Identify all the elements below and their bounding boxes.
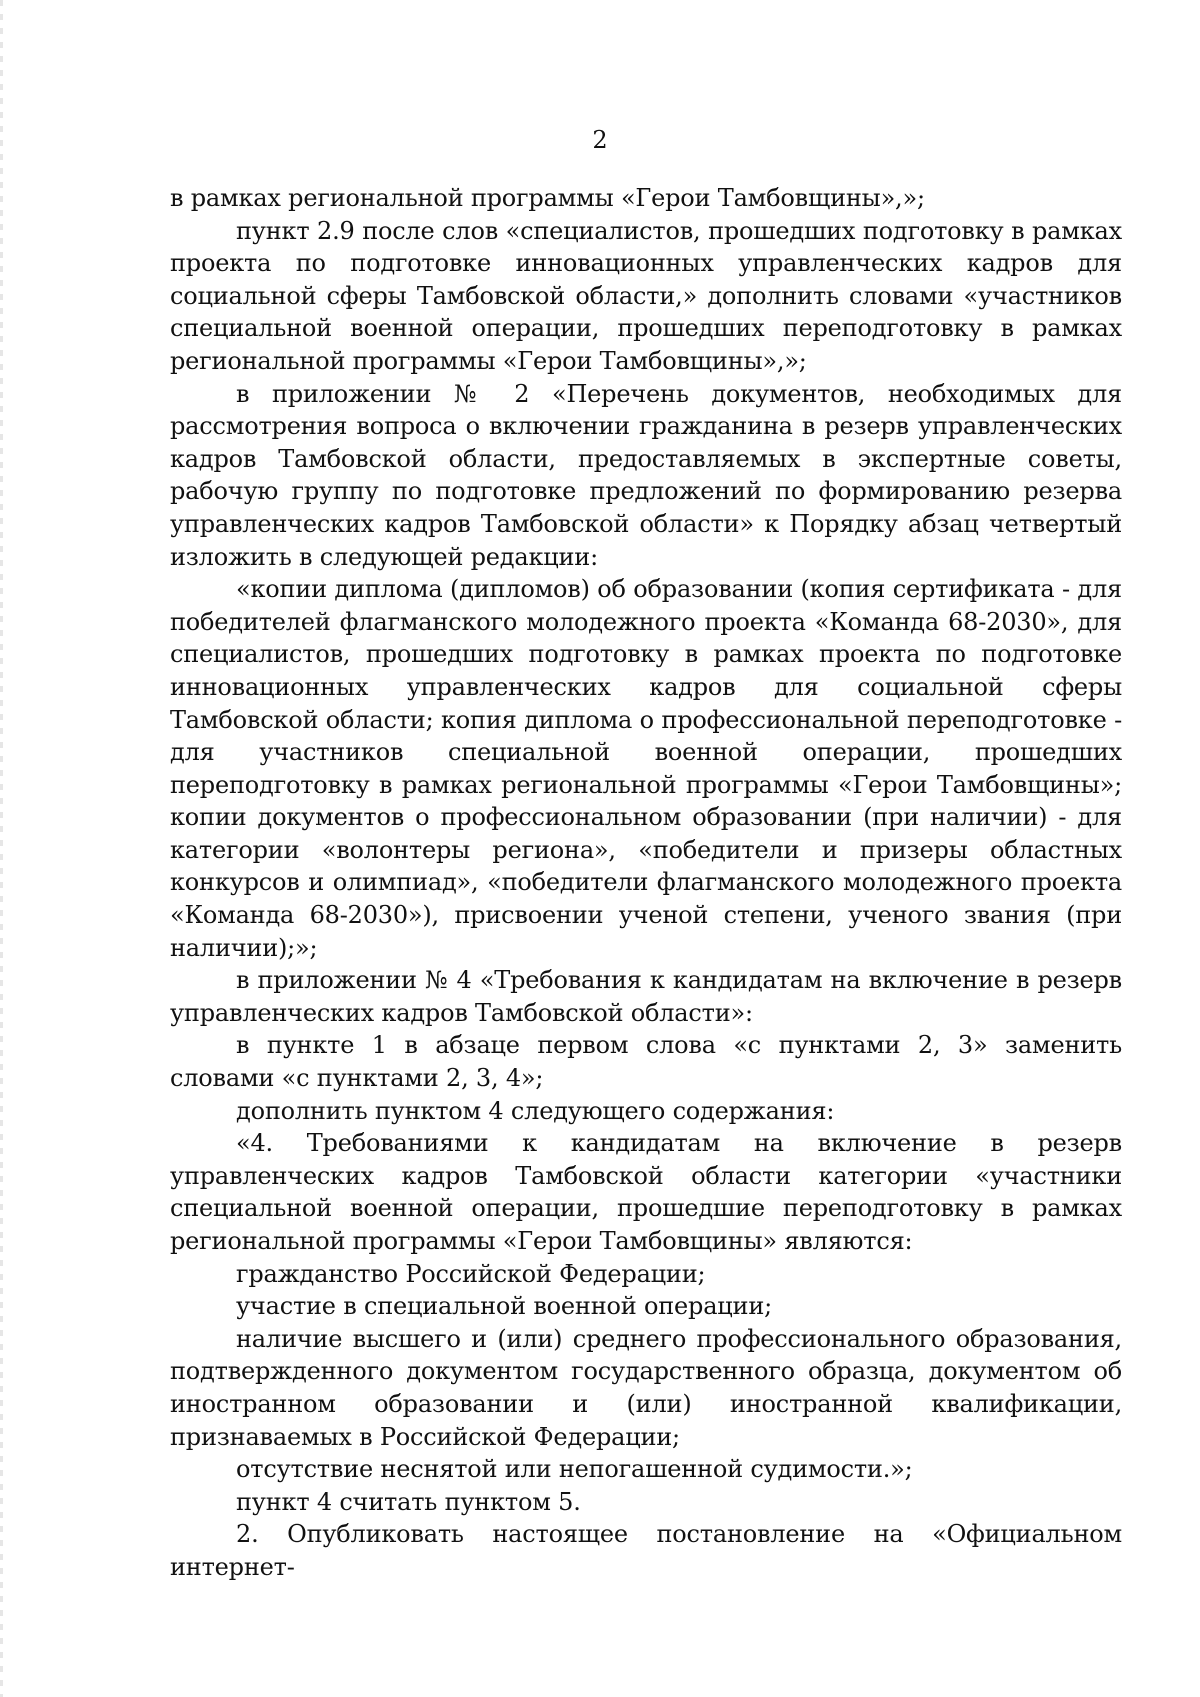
paragraph-continuation: в рамках региональной программы «Герои Тамбовщины»,»; [170, 184, 925, 212]
paragraph-participation: участие в специальной военной операции; [236, 1292, 773, 1321]
paragraph-citizenship: гражданство Российской Федерации; [236, 1259, 706, 1288]
paragraph-appendix-4: в приложении № 4 «Требования к кандидатам на включение в резерв управленческих кадров Тамбовской области»: [170, 966, 1122, 1027]
paragraph-no-conviction: отсутствие неснятой или непогашенной судимости.»; [236, 1455, 913, 1484]
page-number: 2 [592, 126, 608, 154]
paragraph-item-2-9: пункт 2.9 после слов «специалистов, прошедших подготовку в рамках проекта по подготовке инновационных управленческих кадров для социальной сферы Тамбовской области,» дополнить словами «участников специальной военной операции, прошедших переподготовку в рамках региональной программы «Герои Тамбовщины»,»; [170, 216, 1122, 375]
paragraph-add-item-4: дополнить пунктом 4 следующего содержания: [236, 1096, 835, 1125]
paragraph-requirements: «4. Требованиями к кандидатам на включение в резерв управленческих кадров Тамбовской области категории «участники специальной военной операции, прошедшие переподготовку в рамках региональной программы «Герои Тамбовщины» являются: [170, 1129, 1122, 1255]
paragraph-item-1-replace: в пункте 1 в абзаце первом слова «с пунктами 2, 3» заменить словами «с пунктами 2, 3, 4»; [170, 1031, 1122, 1093]
paragraph-appendix-2: в приложении № 2 «Перечень документов, необходимых для рассмотрения вопроса о включении гражданина в резерв управленческих кадров Тамбовской области, предоставляемых в экспертные советы, рабочую группу по подготовке предложений по формированию резерва управленческих кадров Тамбовской области» к Порядку абзац четвертый изложить в следующей редакции: [170, 379, 1122, 571]
paragraph-education: наличие высшего и (или) среднего профессионального образования, подтвержденного документом государственного образца, документом об иностранном образовании и (или) иностранной квалификации, признаваемых в Российской Федерации; [170, 1324, 1122, 1451]
paragraph-publish: 2. Опубликовать настоящее постановление на «Официальном интернет- [170, 1520, 1122, 1581]
document-body [170, 182, 1122, 1584]
paragraph-renumber: пункт 4 считать пунктом 5. [236, 1487, 581, 1516]
paragraph-diploma-copies: «копии диплома (дипломов) об образовании (копия сертификата - для победителей флагманского молодежного проекта «Команда 68-2030», для специалистов, прошедших подготовку в рамках проекта по подготовке инновационных управленческих кадров для социальной сферы Тамбовской области; копия диплома о профессиональной переподготовке - для участников специальной военной операции, прошедших переподготовку в рамках региональной программы «Герои Тамбовщины»; копии документов о профессиональном образовании (при наличии) - для категории «волонтеры региона», «победители и призеры областных конкурсов и олимпиад», «победители флагманского молодежного проекта «Команда 68-2030»), присвоении ученой степени, ученого звания (при наличии);»; [170, 575, 1122, 962]
scan-edge-artifact [0, 0, 3, 1697]
